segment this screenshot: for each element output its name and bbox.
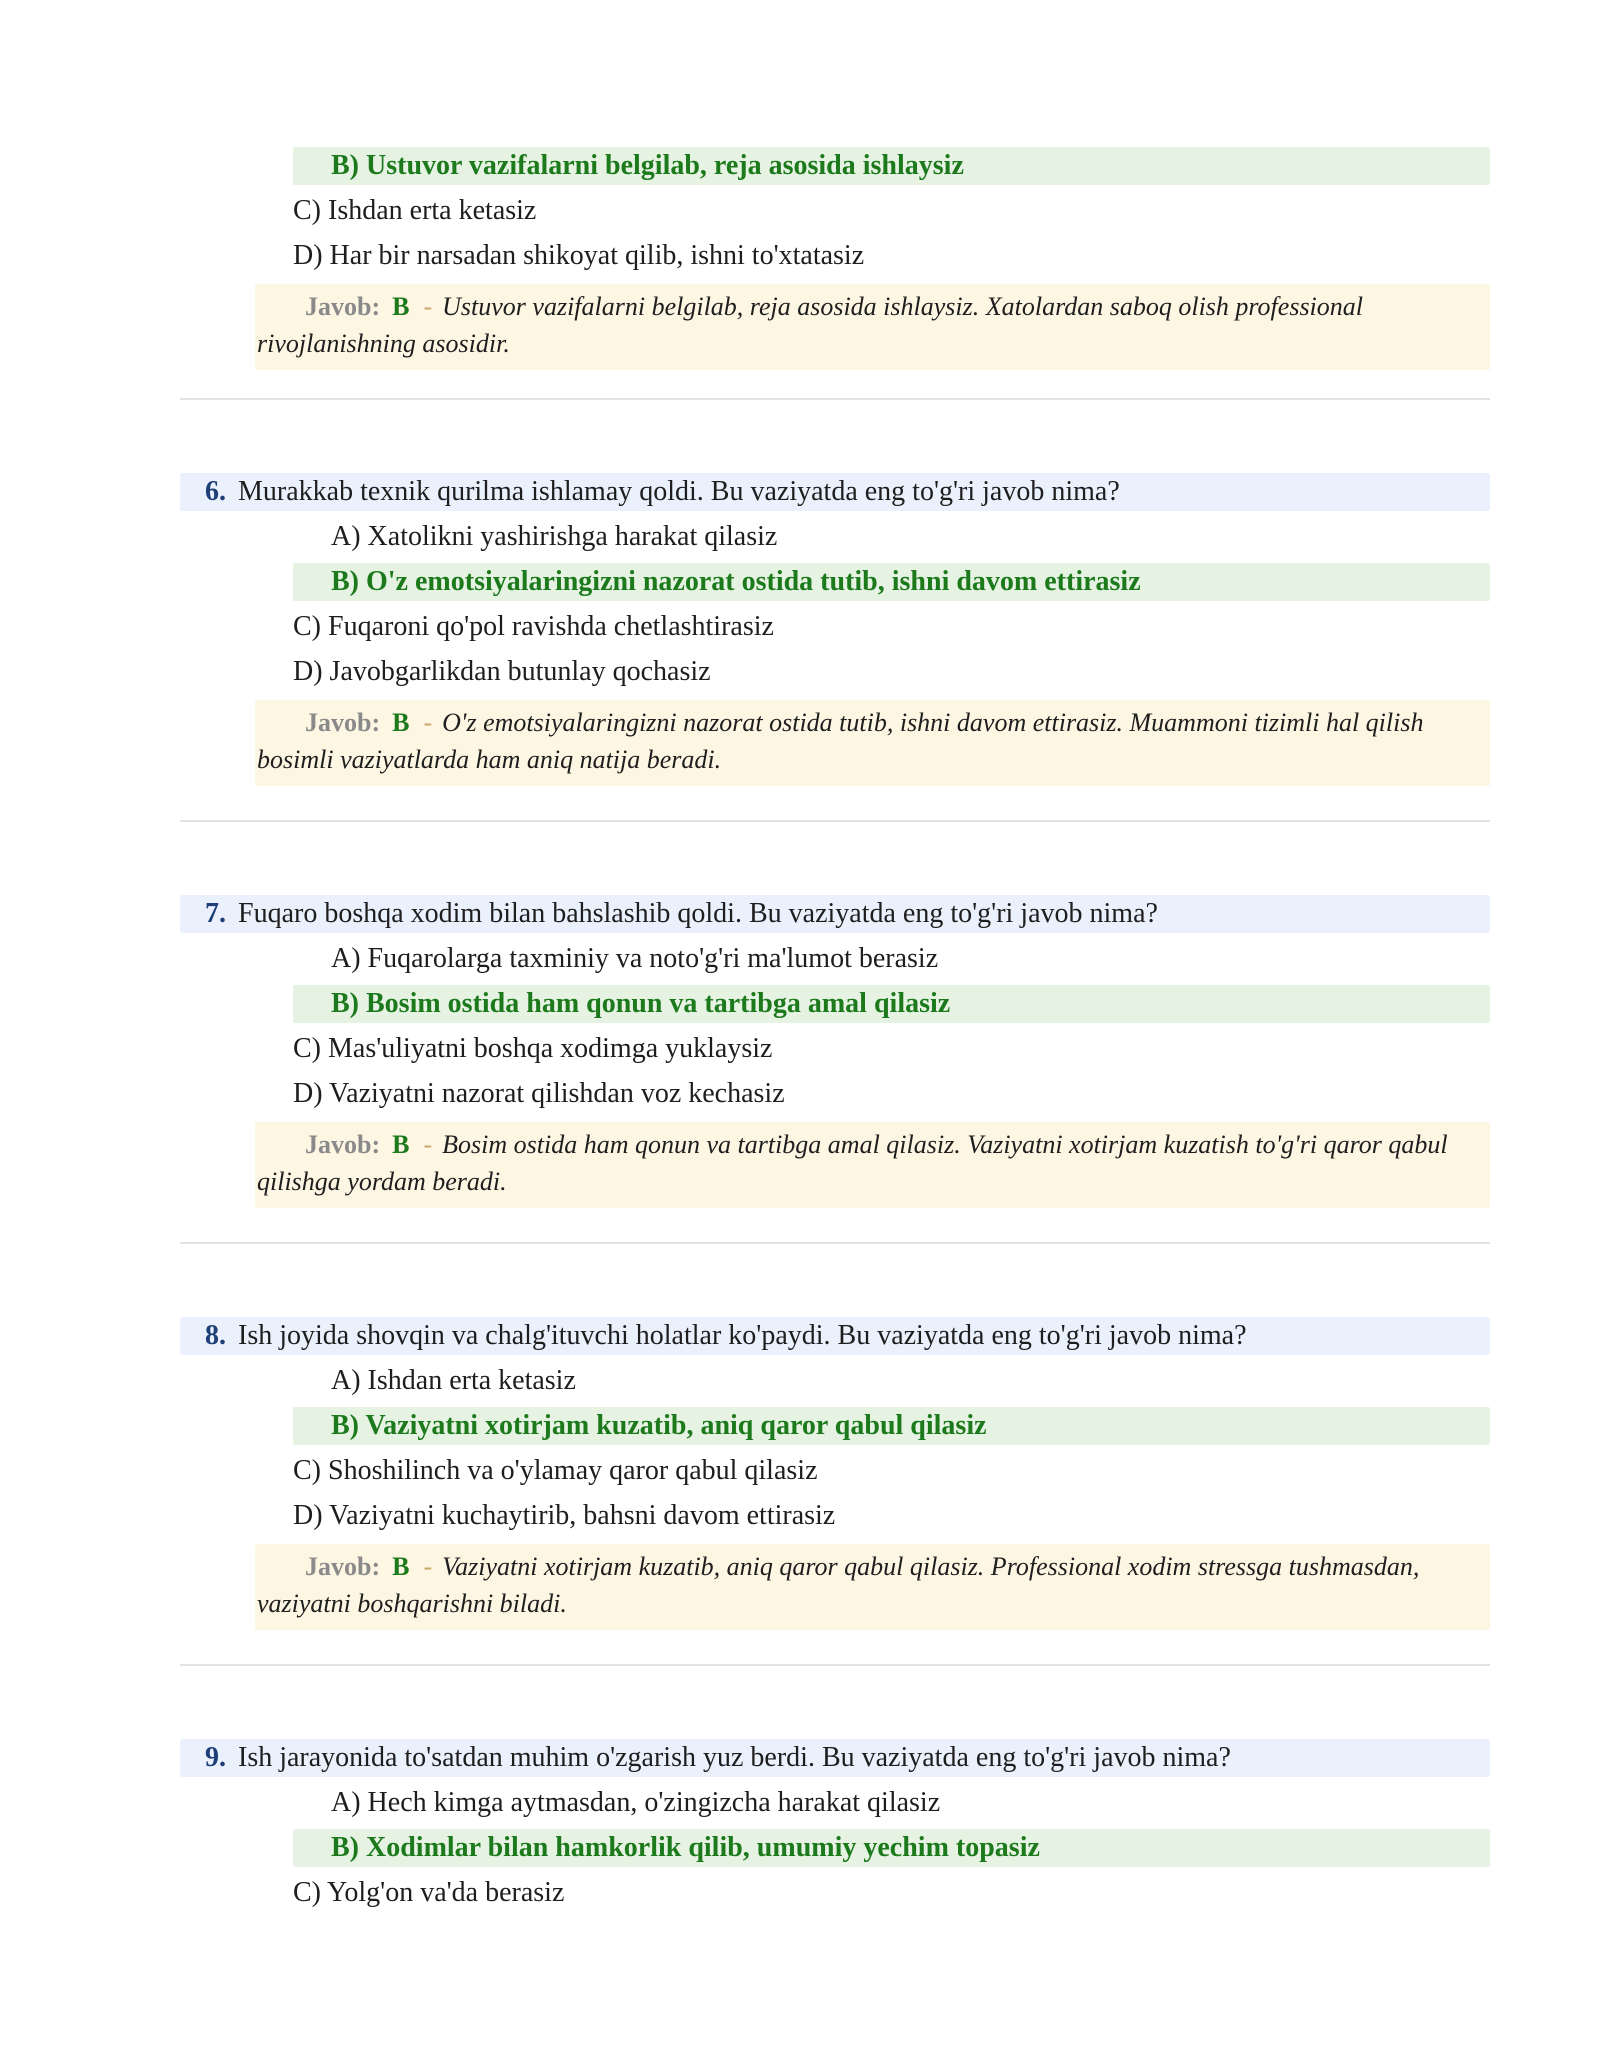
question-8	[180, 1317, 1490, 1630]
answer-explanation: Bosim ostida ham qonun va tartibga amal qilasiz. Vaziyatni xotirjam kuzatish to'g'ri qaror qabul qilishga yordam beradi.	[257, 1130, 1448, 1196]
question-text: Ish jarayonida to'satdan muhim o'zgarish yuz berdi. Bu vaziyatda eng to'g'ri javob nima?	[238, 1742, 1231, 1773]
question-line	[180, 473, 1490, 511]
answer-explanation: O'z emotsiyalaringizni nazorat ostida tutib, ishni davom ettirasiz. Muammoni tizimli hal qilish bosimli vaziyatlarda ham aniq natija beradi.	[257, 708, 1424, 774]
answer-box	[255, 700, 1490, 786]
option-b-correct	[293, 985, 1490, 1023]
answer-label: Javob:	[305, 292, 381, 321]
option-label: A) Xatolikni yashirishga harakat qilasiz	[331, 521, 778, 552]
question-line	[180, 1739, 1490, 1777]
option-label: A) Ishdan erta ketasiz	[331, 1365, 576, 1396]
answer-key: B	[392, 1130, 410, 1159]
answer-label: Javob:	[305, 1130, 381, 1159]
answer-key: B	[392, 292, 410, 321]
question-number: 8.	[205, 1320, 226, 1351]
question-6	[180, 473, 1490, 786]
option-a	[180, 518, 1490, 556]
answer-box	[255, 284, 1490, 370]
separator	[180, 398, 1490, 400]
answer-dash: -	[423, 708, 433, 737]
option-label: C) Fuqaroni qo'pol ravishda chetlashtirasiz	[293, 611, 774, 642]
option-label: D) Vaziyatni kuchaytirib, bahsni davom ettirasiz	[293, 1500, 836, 1531]
option-c	[180, 1874, 1490, 1912]
question-text: Ish joyida shovqin va chalg'ituvchi holatlar ko'paydi. Bu vaziyatda eng to'g'ri javob nima?	[238, 1320, 1247, 1351]
question-number: 9.	[205, 1742, 226, 1773]
question-line	[180, 1317, 1490, 1355]
option-label: A) Fuqarolarga taxminiy va noto'g'ri ma'lumot berasiz	[331, 943, 939, 974]
option-label: B) Vaziyatni xotirjam kuzatib, aniq qaror qabul qilasiz	[331, 1410, 987, 1441]
answer-box	[255, 1544, 1490, 1630]
option-a	[180, 1362, 1490, 1400]
answer-key: B	[392, 708, 410, 737]
option-label: B) Bosim ostida ham qonun va tartibga amal qilasiz	[331, 988, 951, 1019]
answer-dash: -	[423, 1552, 433, 1581]
option-label: B) O'z emotsiyalaringizni nazorat ostida tutib, ishni davom ettirasiz	[331, 566, 1141, 597]
option-c	[180, 1452, 1490, 1490]
option-label: B) Ustuvor vazifalarni belgilab, reja asosida ishlaysiz	[331, 150, 964, 181]
answer-explanation: Ustuvor vazifalarni belgilab, reja asosida ishlaysiz. Xatolardan saboq olish professional rivojlanishning asosidir.	[257, 292, 1364, 358]
option-c	[180, 608, 1490, 646]
option-b-correct	[293, 1407, 1490, 1445]
answer-dash: -	[423, 1130, 433, 1159]
option-c	[180, 192, 1490, 230]
option-label: D) Har bir narsadan shikoyat qilib, ishni to'xtatasiz	[293, 240, 865, 271]
question-9	[180, 1739, 1490, 1912]
answer-dash: -	[423, 292, 433, 321]
option-a	[180, 940, 1490, 978]
option-a	[180, 1784, 1490, 1822]
option-b-correct	[293, 563, 1490, 601]
question-7	[180, 895, 1490, 1208]
answer-label: Javob:	[305, 708, 381, 737]
option-d	[180, 1075, 1490, 1113]
option-c	[180, 1030, 1490, 1068]
option-label: D) Vaziyatni nazorat qilishdan voz kechasiz	[293, 1078, 785, 1109]
question-text: Fuqaro boshqa xodim bilan bahslashib qoldi. Bu vaziyatda eng to'g'ri javob nima?	[238, 898, 1158, 929]
question-text: Murakkab texnik qurilma ishlamay qoldi. Bu vaziyatda eng to'g'ri javob nima?	[238, 476, 1120, 507]
option-label: C) Ishdan erta ketasiz	[293, 195, 537, 226]
option-label: B) Xodimlar bilan hamkorlik qilib, umumiy yechim topasiz	[331, 1832, 1040, 1863]
option-b-correct	[293, 1829, 1490, 1867]
answer-box	[255, 1122, 1490, 1208]
answer-label: Javob:	[305, 1552, 381, 1581]
question-line	[180, 895, 1490, 933]
separator	[180, 1664, 1490, 1666]
question-5-fragment	[180, 147, 1490, 370]
option-label: C) Mas'uliyatni boshqa xodimga yuklaysiz	[293, 1033, 773, 1064]
option-d	[180, 653, 1490, 691]
answer-key: B	[392, 1552, 410, 1581]
separator	[180, 820, 1490, 822]
option-label: D) Javobgarlikdan butunlay qochasiz	[293, 656, 711, 687]
answer-explanation: Vaziyatni xotirjam kuzatib, aniq qaror qabul qilasiz. Professional xodim stressga tushmasdan, vaziyatni boshqarishni biladi.	[257, 1552, 1420, 1618]
question-number: 6.	[205, 476, 226, 507]
question-number: 7.	[205, 898, 226, 929]
option-d	[180, 1497, 1490, 1535]
option-label: C) Yolg'on va'da berasiz	[293, 1877, 565, 1908]
option-b-correct	[293, 147, 1490, 185]
option-d	[180, 237, 1490, 275]
option-label: A) Hech kimga aytmasdan, o'zingizcha harakat qilasiz	[331, 1787, 941, 1818]
option-label: C) Shoshilinch va o'ylamay qaror qabul qilasiz	[293, 1455, 818, 1486]
separator	[180, 1242, 1490, 1244]
